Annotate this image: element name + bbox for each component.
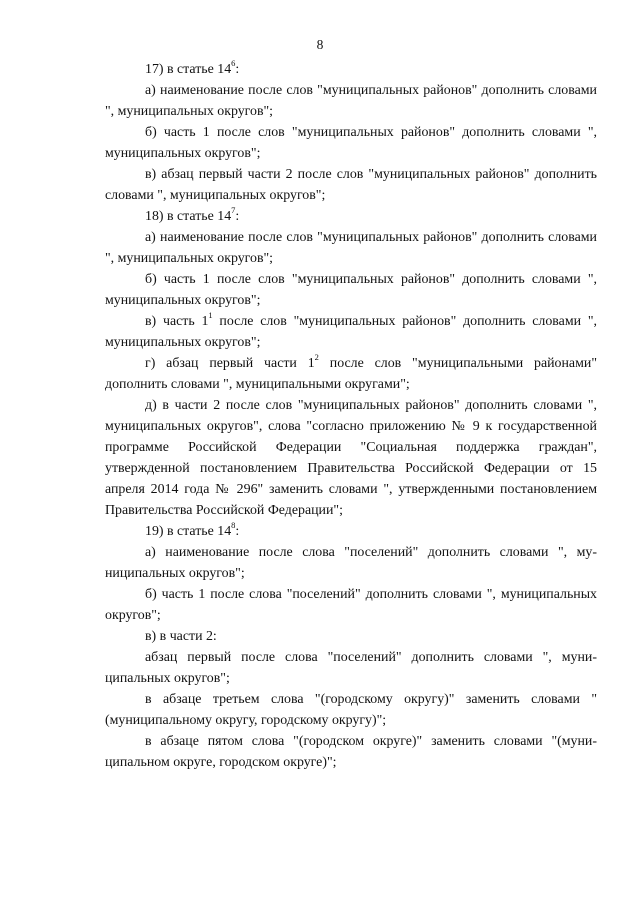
paragraph-18v: в) часть $1^1$ после слов "муниципальных районов" дополнить словами ", муниципальных округов"; <box>105 310 597 350</box>
paragraph-19v-abzac-1: абзац первый после слова "поселений" дополнить словами ", муниципальных округов"; <box>105 650 597 686</box>
paragraph-18g: г) абзац первый части $1^2$ после слов "муниципальными районами" дополнить словами ", муниципальными округами"; <box>105 352 597 392</box>
paragraph-19v-abzac-5: в абзаце пятом слова "(городском округе)" заменить словами "(муниципальном округе, городском округе)"; <box>105 734 597 770</box>
paragraph-18b: б) часть 1 после слов "муниципальных районов" дополнить словами ", муниципальных округов"; <box>105 272 597 308</box>
paragraph-18: 18) в статье $14^7$: <box>145 205 240 224</box>
paragraph-17: 17) в статье $14^6$: <box>145 58 240 77</box>
paragraph-19a: а) наименование после слова "поселений" дополнить словами ", муниципальных округов"; <box>105 545 597 581</box>
paragraph-18a: а) наименование после слов "муниципальных районов" дополнить словами ", муниципальных округов"; <box>105 230 597 266</box>
paragraph-19v-abzac-3: в абзаце третьем слова "(городскому округу)" заменить словами "(муниципальному округу, городскому округу)"; <box>105 692 597 728</box>
paragraph-19: 19) в статье $14^8$: <box>145 520 240 539</box>
paragraph-19b: б) часть 1 после слова "поселений" дополнить словами ", муниципальных округов"; <box>105 587 597 623</box>
paragraph-18d: д) в части 2 после слов "муниципальных районов" дополнить словами ", муниципальных округов", слова "согласно приложению № 9 к государственной программе Российской Федерации "Социальная поддержка граждан", утвержденной постановлением Правительства Российской Федерации от 15 апреля 2014 года № 296" заменить словами ", утвержденными постановлением Правительства Российской Федерации"; <box>105 398 597 518</box>
paragraph-19v: в) в части 2: <box>145 629 217 644</box>
paragraph-17b: б) часть 1 после слов "муниципальных районов" дополнить словами ", муниципальных округов"; <box>105 125 597 161</box>
document-body <box>105 59 597 773</box>
paragraph-17v: в) абзац первый части 2 после слов "муниципальных районов" дополнить словами ", муниципальных округов"; <box>105 167 597 203</box>
page-number: 8 <box>316 37 324 52</box>
paragraph-17a: а) наименование после слов "муниципальных районов" дополнить словами ", муниципальных округов"; <box>105 83 597 119</box>
